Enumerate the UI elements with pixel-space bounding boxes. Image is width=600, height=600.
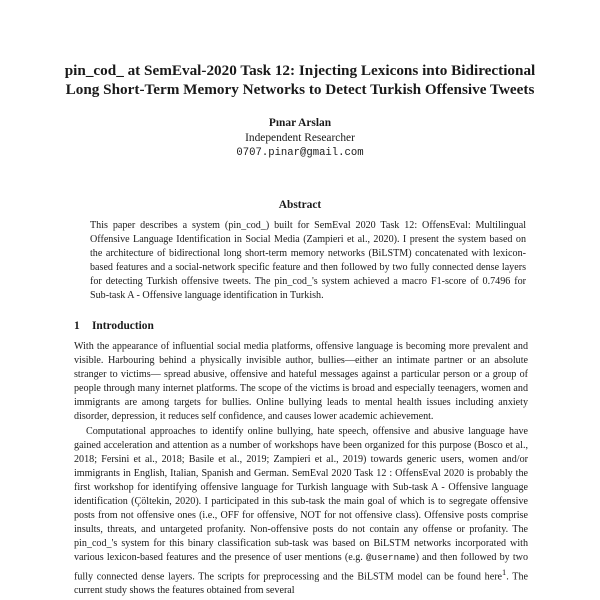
title-line-1: pin_cod_ at SemEval-2020 Task 12: Injecting Lexicons into Bidirectional [64,62,536,79]
author-block [0,116,600,161]
abstract-heading: Abstract [278,199,322,211]
section-heading [74,320,154,332]
author-name: Pınar Arslan [268,117,332,129]
paragraph-2-part-b: ) and then followed by two fully connected dense layers. The scripts for preprocessing and the BiLSTM model can be found here [74,552,528,582]
author-affiliation: Independent Researcher [245,132,355,144]
abstract-text: This paper describes a system (pin_cod_) built for SemEval 2020 Task 12: OffensEval: Multilingual Offensive Language Identification in Social Media (Zampieri et al., 2020). I present the system based on the architecture of bidirectional long short-term memory networks (BiLSTM) concatenated with lexicon-based features and a social-network specific feature and then followed by two fully connected dense layers for detecting Turkish offensive tweets. The pin_cod_'s system achieved a macro F1-score of 0.7496 for Sub-task A - Offensive language identification in Turkish. [90,220,526,302]
section-title: Introduction [92,320,154,332]
mention-example: @username [366,552,416,564]
paragraph-2-part-a: Computational approaches to identify online bullying, hate speech, offensive and abusive language have gained acceleration and attention as a number of workshops have been organized for this purpose (Bosco et al., 2018; Fersini et al., 2018; Basile et al., 2019; Zampieri et al., 2019) towards generic users, women and/or immigrants in English, Italian, Spanish and German. SemEval 2020 Task 12 : OffensEval 2020 is probably the first workshop for identifying offensive language for Turkish language with Sub-task A - Offensive language identification (Çöltekin, 2020). I participated in this sub-task the main goal of which is to segregate offensive posts from not offensive ones (i.e., OFF for offensive, NOT for not offensive class). Offensive posts comprise insults, threats, and untargeted profanity. Non-offensive posts do not contain any offense or profanity. The pin_cod_'s system for this binary classification sub-task was based on BiLSTM networks incorporated with various lexicon-based features and the presence of user mentions (e.g. [74,425,528,564]
title-line-2: Long Short-Term Memory Networks to Detect Turkish Offensive Tweets [65,81,535,98]
paragraph-2 [74,425,528,598]
section-body [74,340,528,598]
paragraph-2-part-c: . The current study shows the features obtained from several [74,570,528,596]
section-number: 1 [74,320,80,332]
author-email: 0707.pinar@gmail.com [236,147,364,159]
paragraph-1: With the appearance of influential social media platforms, offensive language is becoming more prevalent and visible. Harbouring behind a physically invisible author, bullies—either an intimate partner or an absolute stranger to victims— spread abusive, offensive and hateful messages against a particular person or a group of people through many internet platforms. The scope of the victims is broad and especially teenagers, women and immigrants are among targets for bullies. Online bullying leads to mental health issues including anxiety disorder, depression, it reduces self confidence, and causes lower academic achievement. [74,341,528,423]
paper-title [40,61,560,99]
footnote-marker: 1 [502,567,507,577]
